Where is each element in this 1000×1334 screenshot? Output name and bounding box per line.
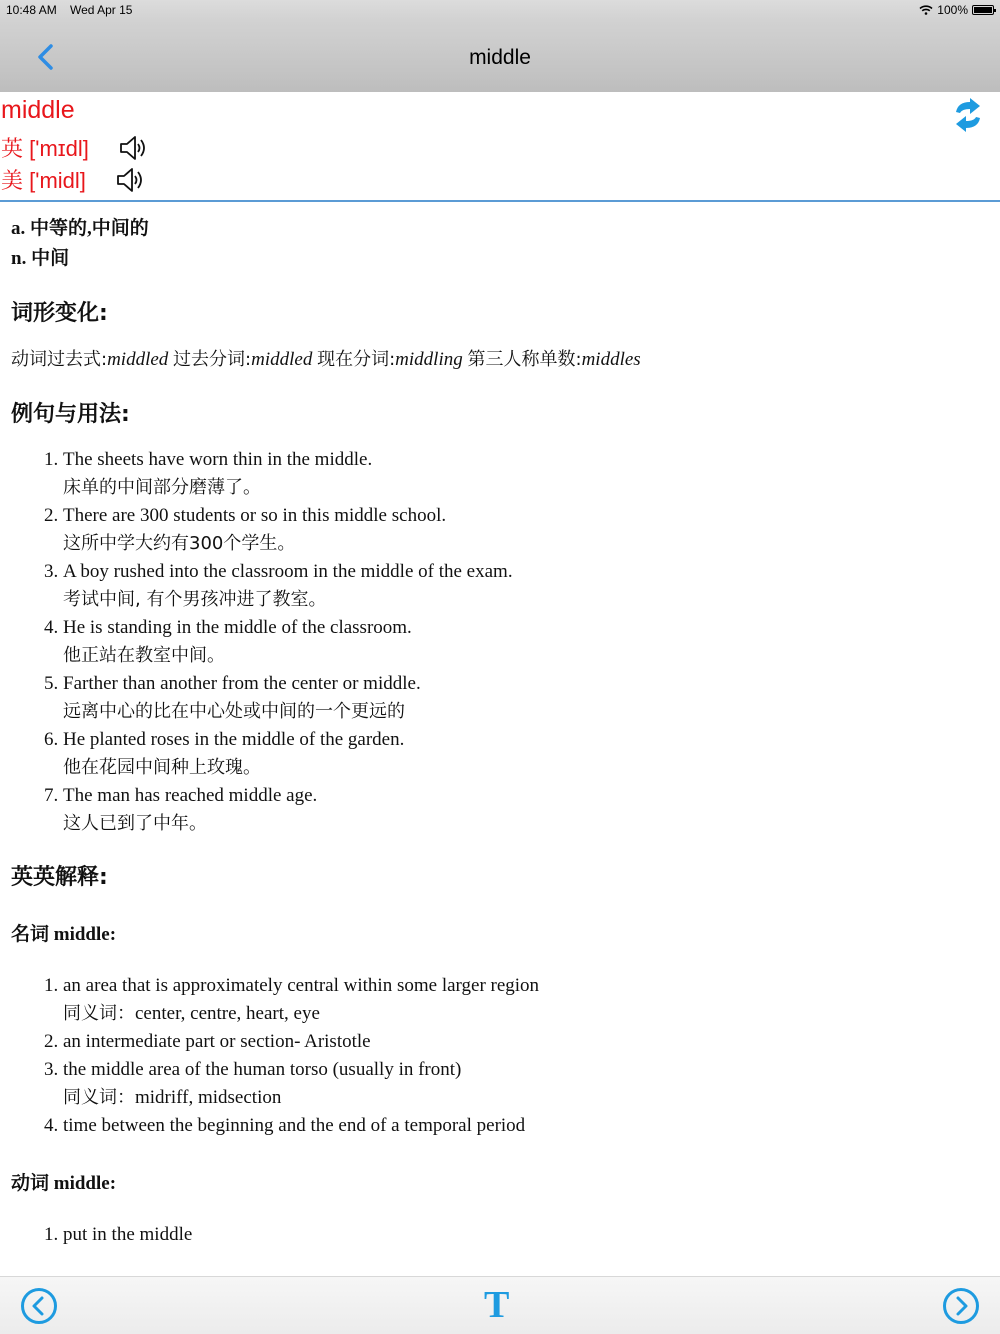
example-en: A boy rushed into the classroom in the middle of the exam. (63, 561, 513, 582)
status-time: 10:48 AM (6, 3, 57, 17)
synonyms (63, 1084, 991, 1112)
example-en: There are 300 students or so in this middle school. (63, 505, 447, 526)
sense-text: an intermediate part or section- Aristotle (63, 1031, 371, 1052)
synonym-values: midriff, midsection (135, 1087, 282, 1108)
synonym-label: 同义词： (63, 1087, 135, 1108)
speaker-us-icon[interactable] (115, 166, 145, 194)
sense-text: time between the beginning and the end of a temporal period (63, 1115, 526, 1136)
bottom-toolbar (0, 1276, 1000, 1334)
example-zh: 床单的中间部分磨薄了。 (63, 477, 261, 498)
verb-sense-item (63, 1221, 991, 1249)
verb-heading: 动词 middle: (11, 1173, 117, 1194)
noun-sense-item (63, 972, 991, 1028)
us-label: 美 (1, 168, 24, 193)
form-label: 第三人称单数: (467, 349, 582, 370)
form-label: 现在分词: (317, 349, 396, 370)
entry-content (11, 214, 991, 1274)
example-zh: 他正站在教室中间。 (63, 645, 225, 666)
definition-row (11, 214, 991, 244)
examples-heading: 例句与用法: (11, 402, 130, 427)
example-item (63, 726, 991, 782)
previous-arrow-icon[interactable] (20, 1287, 58, 1325)
navigation-bar (0, 20, 1000, 92)
us-pronunciation (1, 164, 86, 195)
refresh-icon[interactable] (950, 96, 986, 134)
example-item (63, 670, 991, 726)
form-label: 动词过去式: (11, 349, 108, 370)
battery-icon (972, 5, 994, 15)
example-zh: 这人已到了中年。 (63, 813, 207, 834)
definition-pos: n. (11, 248, 32, 269)
example-item (63, 446, 991, 502)
page-title: middle (469, 46, 531, 69)
form-value: middled (251, 349, 313, 370)
example-zh: 远离中心的比在中心处或中间的一个更远的 (63, 701, 405, 722)
headword: middle (1, 96, 75, 124)
speaker-uk-icon[interactable] (118, 134, 148, 162)
verb-senses-list (11, 1221, 991, 1249)
form-value: middled (107, 349, 169, 370)
example-en: He planted roses in the middle of the garden. (63, 729, 405, 750)
sense-text: put in the middle (63, 1224, 193, 1245)
example-zh: 考试中间, 有个男孩冲进了教室。 (63, 589, 327, 610)
uk-label: 英 (1, 136, 24, 161)
forms-heading: 词形变化: (11, 301, 108, 326)
noun-heading: 名词 middle: (11, 924, 117, 945)
example-en: Farther than another from the center or middle. (63, 673, 421, 694)
form-label: 过去分词: (173, 349, 252, 370)
form-value: middles (581, 349, 641, 370)
form-value: middling (395, 349, 463, 370)
status-right (919, 3, 994, 17)
example-en: The man has reached middle age. (63, 785, 318, 806)
uk-pronunciation (1, 132, 89, 163)
status-date: Wed Apr 15 (70, 3, 133, 17)
us-phonetic: ['midl] (29, 168, 86, 193)
word-header (0, 92, 1000, 202)
example-zh: 这所中学大约有300个学生。 (63, 533, 296, 554)
noun-sense-item (63, 1028, 991, 1056)
noun-sense-item (63, 1112, 991, 1140)
wifi-icon (919, 5, 933, 15)
english-heading: 英英解释: (11, 865, 108, 890)
definition-row (11, 244, 991, 274)
uk-phonetic: ['mɪdl] (29, 136, 89, 161)
synonym-label: 同义词： (63, 1003, 135, 1024)
example-zh: 他在花园中间种上玫瑰。 (63, 757, 261, 778)
definitions (11, 214, 991, 274)
next-arrow-icon[interactable] (942, 1287, 980, 1325)
examples-list (11, 446, 991, 838)
example-item (63, 502, 991, 558)
example-item (63, 782, 991, 838)
sense-text: an area that is approximately central within some larger region (63, 975, 540, 996)
noun-sense-item (63, 1056, 991, 1112)
definition-pos: a. (11, 218, 30, 239)
status-bar (0, 0, 1000, 20)
synonyms (63, 1000, 991, 1028)
definition-text: 中间 (31, 248, 70, 269)
synonym-values: center, centre, heart, eye (135, 1003, 320, 1024)
noun-senses-list (11, 972, 991, 1140)
battery-percent: 100% (937, 3, 968, 17)
example-en: He is standing in the middle of the classroom. (63, 617, 412, 638)
example-en: The sheets have worn thin in the middle. (63, 449, 373, 470)
font-size-button[interactable]: T (484, 1284, 510, 1326)
example-item (63, 614, 991, 670)
example-item (63, 558, 991, 614)
definition-text: 中等的,中间的 (30, 218, 149, 239)
word-forms (11, 345, 991, 375)
sense-text: the middle area of the human torso (usually in front) (63, 1059, 462, 1080)
